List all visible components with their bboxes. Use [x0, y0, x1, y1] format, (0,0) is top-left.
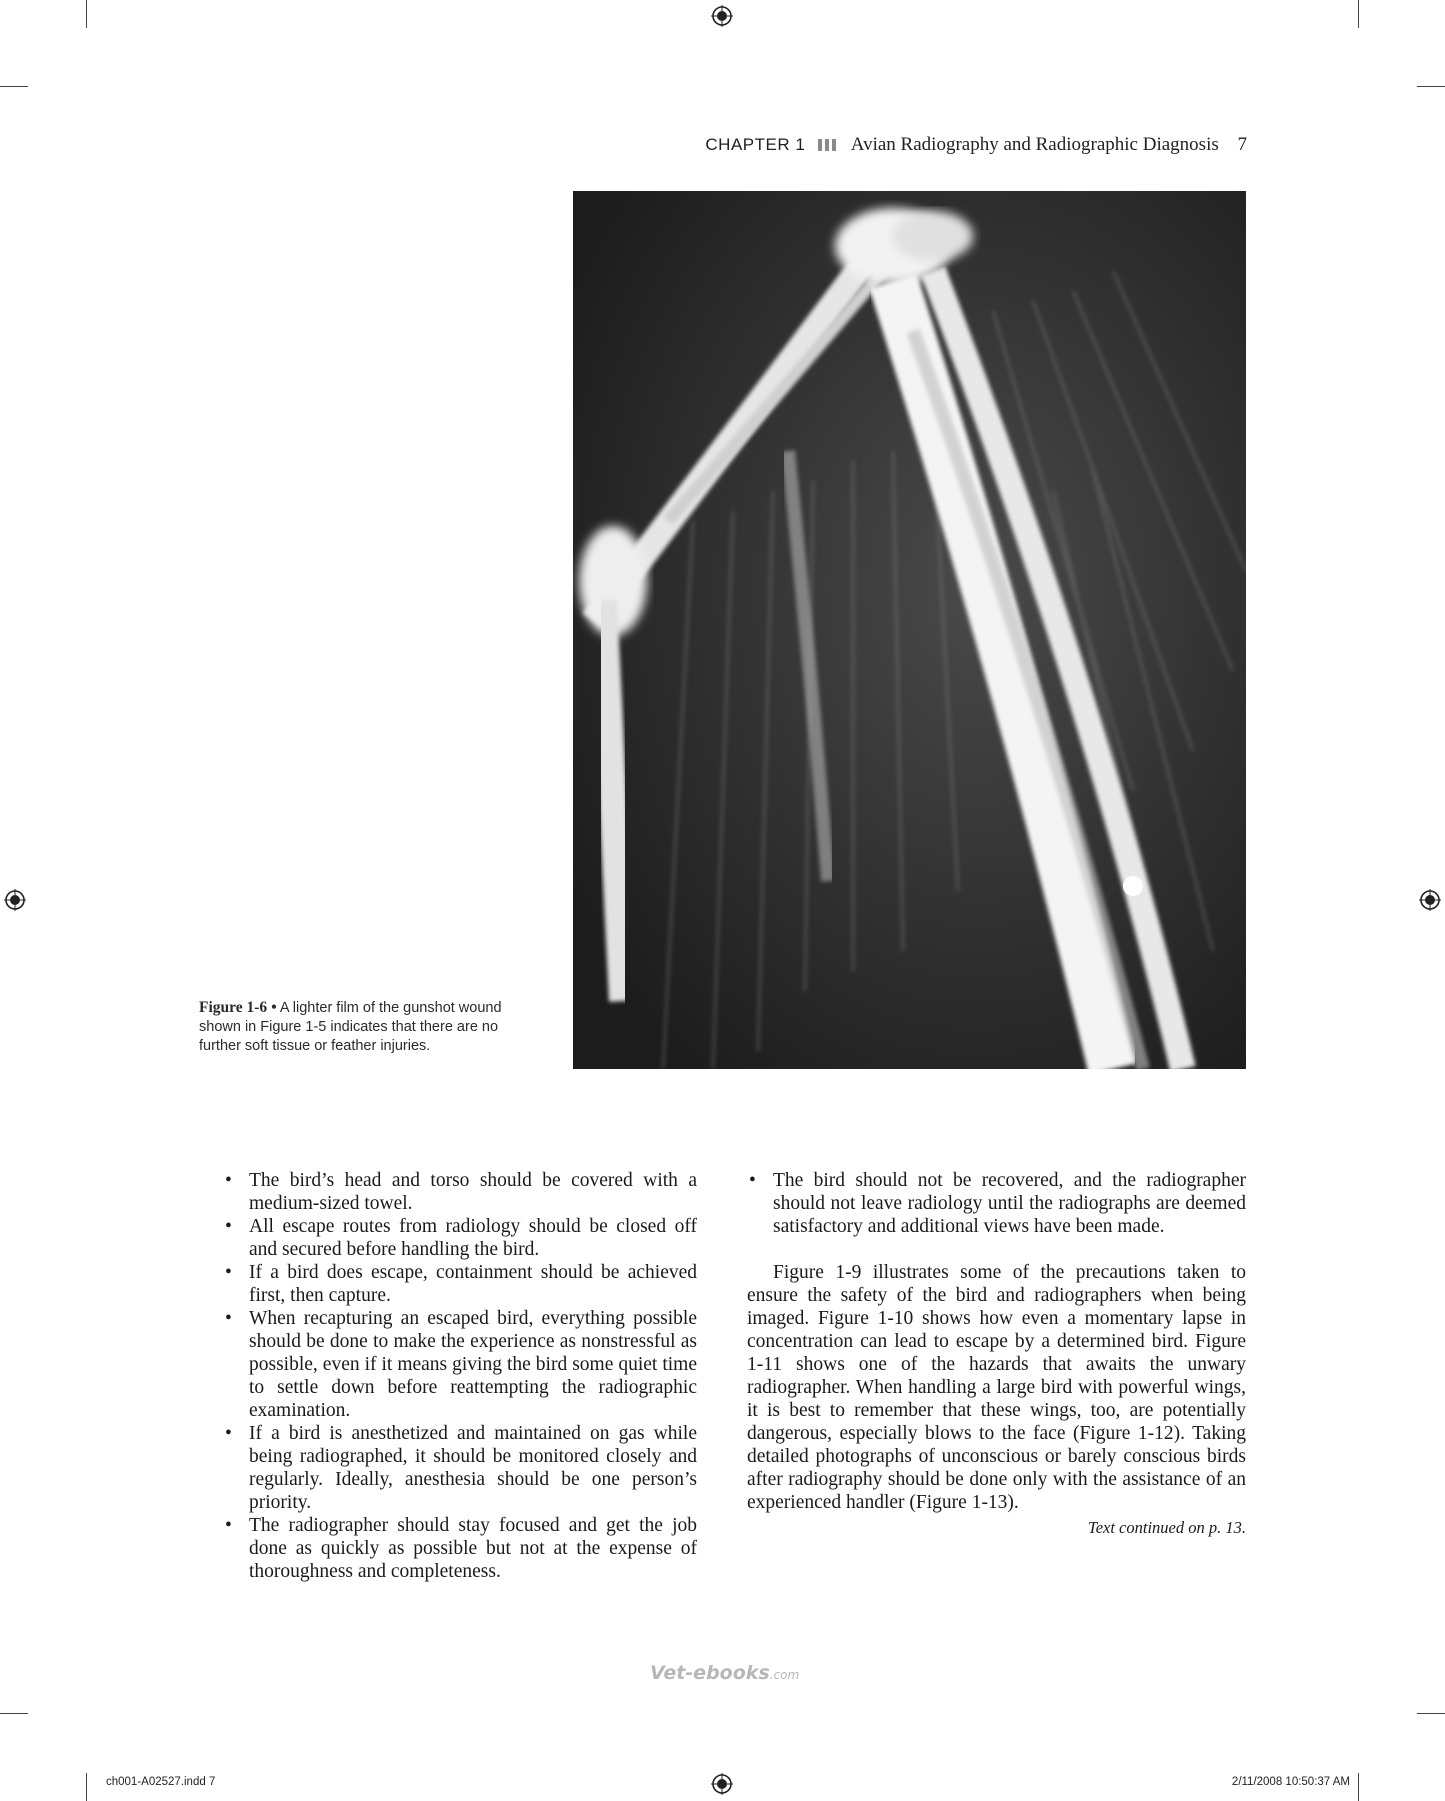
chapter-separator-bars	[818, 135, 839, 157]
crop-mark	[1358, 0, 1359, 28]
caption-text: A lighter film of the gunshot wound shown in Figure 1-5 indicates that there are no further soft tissue or feather injuries.	[199, 1000, 502, 1054]
radiograph-image	[573, 191, 1246, 1069]
crop-mark	[1417, 1713, 1445, 1714]
figure-caption	[199, 998, 517, 1056]
registration-mark-icon	[711, 1773, 733, 1795]
watermark-text: Vet-ebooks	[650, 1662, 770, 1684]
crop-mark	[0, 86, 28, 87]
bullet-item: • The radiographer should stay focused and get the job done as quickly as possible but not at the expense of thoroughness and completeness.	[223, 1514, 697, 1583]
slug-file-name: ch001-A02527.indd 7	[106, 1776, 216, 1788]
body-paragraph: Figure 1-9 illustrates some of the precautions taken to ensure the safety of the bird and radiographers when being imaged. Figure 1-10 shows how even a momentary lapse in concentration can lead to escape by a determined bird. Figure 1-11 shows one of the hazards that awaits the unwary radiographer. When handling a large bird with powerful wings, it is best to remember that these wings, too, are potentially dangerous, especially blows to the face (Figure 1-12). Taking detailed photographs of unconscious or barely conscious birds after radiography should be done only with the assistance of an experienced handler (Figure 1-13).	[747, 1262, 1246, 1513]
figure-label: Figure 1-6	[199, 999, 268, 1016]
bullet-item: • If a bird is anesthetized and maintained on gas while being radiographed, it should be monitored closely and regularly. Ideally, anesthesia should be one person’s priority.	[223, 1422, 697, 1514]
chapter-label: CHAPTER 1	[705, 135, 806, 154]
bullet-item: • The bird’s head and torso should be covered with a medium-sized towel.	[223, 1169, 697, 1215]
page-number: 7	[1237, 134, 1247, 155]
bullet-item: • When recapturing an escaped bird, everything possible should be done to make the experience as nonstressful as possible, even if it means giving the bird some quiet time to settle down before reattempting the radiographic examination.	[223, 1307, 697, 1422]
crop-mark	[1358, 1773, 1359, 1801]
continued-note: Text continued on p. 13.	[1088, 1518, 1246, 1537]
caption-separator: •	[271, 999, 277, 1016]
crop-mark	[1417, 86, 1445, 87]
bullet-item: • All escape routes from radiology should be closed off and secured before handling the bird.	[223, 1215, 697, 1261]
bullet-item: • The bird should not be recovered, and the radiographer should not leave radiology until the radiographs are deemed satisfactory and additional views have been made.	[747, 1169, 1246, 1238]
crop-mark	[0, 1713, 28, 1714]
left-column	[223, 1169, 697, 1583]
crop-mark	[86, 1773, 87, 1801]
watermark-suffix: .com	[769, 1668, 800, 1682]
slug-timestamp: 2/11/2008 10:50:37 AM	[1231, 1776, 1350, 1788]
running-head	[705, 134, 1247, 157]
registration-mark-icon	[1419, 889, 1441, 911]
crop-mark	[86, 0, 87, 28]
registration-mark-icon	[4, 889, 26, 911]
right-column	[747, 1169, 1246, 1539]
watermark-logo	[650, 1662, 800, 1692]
registration-mark-icon	[711, 5, 733, 27]
chapter-title: Avian Radiography and Radiographic Diagnosis	[850, 134, 1219, 155]
bullet-item: • If a bird does escape, containment should be achieved first, then capture.	[223, 1261, 697, 1307]
